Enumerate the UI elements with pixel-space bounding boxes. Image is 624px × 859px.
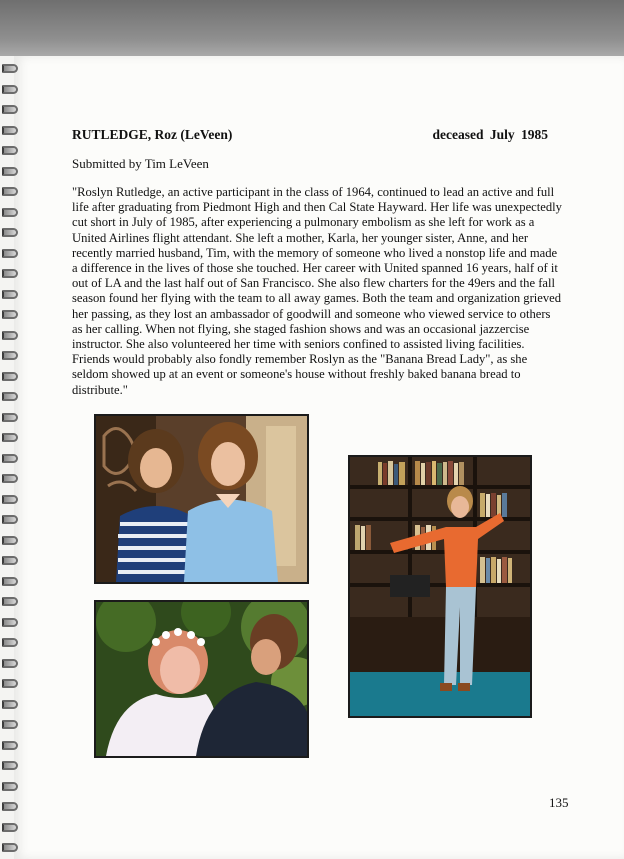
spiral-coil xyxy=(2,290,18,299)
memorial-paragraph-2: Friends would probably also fondly remember Roslyn as the "Banana Bread Lady", as she seldom showed up at an event or someone's house without freshly baked banana bread to distribute." xyxy=(72,352,528,397)
spiral-coil xyxy=(2,64,18,73)
spiral-coil xyxy=(2,105,18,114)
spiral-coil xyxy=(2,433,18,442)
spiral-coil xyxy=(2,495,18,504)
spiral-coil xyxy=(2,167,18,176)
spiral-coil xyxy=(2,761,18,770)
spiral-coil xyxy=(2,228,18,237)
spiral-coil xyxy=(2,454,18,463)
spiral-coil xyxy=(2,187,18,196)
spiral-coil xyxy=(2,618,18,627)
photo-woman-bookshelf xyxy=(348,455,532,718)
spiral-binding xyxy=(0,60,22,859)
spiral-coil xyxy=(2,536,18,545)
spiral-coil xyxy=(2,126,18,135)
spiral-coil xyxy=(2,331,18,340)
spiral-coil xyxy=(2,515,18,524)
spiral-coil xyxy=(2,782,18,791)
spiral-coil xyxy=(2,823,18,832)
spiral-coil xyxy=(2,351,18,360)
spiral-coil xyxy=(2,413,18,422)
spiral-coil xyxy=(2,269,18,278)
spiral-coil xyxy=(2,659,18,668)
scan-background-top xyxy=(0,0,624,56)
spiral-coil xyxy=(2,638,18,647)
submitted-by-line: Submitted by Tim LeVeen xyxy=(72,156,209,171)
spiral-coil xyxy=(2,597,18,606)
spiral-coil xyxy=(2,249,18,258)
spiral-coil xyxy=(2,372,18,381)
spiral-coil xyxy=(2,802,18,811)
spiral-coil xyxy=(2,310,18,319)
photo-wedding-couple xyxy=(94,600,309,758)
spiral-coil xyxy=(2,146,18,155)
memorial-name-heading: RUTLEDGE, Roz (LeVeen) xyxy=(72,127,233,142)
spiral-coil xyxy=(2,679,18,688)
photo-woman-bookshelf-image xyxy=(350,457,530,716)
photo-two-women xyxy=(94,414,309,584)
spiral-coil xyxy=(2,556,18,565)
spiral-coil xyxy=(2,720,18,729)
spiral-coil xyxy=(2,85,18,94)
photo-wedding-couple-image xyxy=(96,602,307,756)
spiral-coil xyxy=(2,474,18,483)
photo-two-women-image xyxy=(96,416,307,582)
deceased-date: deceased July 1985 xyxy=(432,127,548,142)
memorial-paragraph-1: "Roslyn Rutledge, an active participant in the class of 1964, continued to lead an active and full life after graduating from Piedmont High and then Cal State Hayward. Her life was unexpectedly cut short in July of 1985, after experiencing a pulmonary embolism as she left for work as a United Airlines flight attendant. She left a mother, Karla, her younger sister, Anne, and her recently married husband, Tim, with the memory of someone who lived a nonstop life and made a difference in the lives of those she touched. Her career with United spanned 16 years, half of it out of LA and the last half out of San Francisco. She also flew charters for the 49ers and the fall season found her flying with the team to all away games. Both the team and organization grieved her passing, as they lost an ambassador of goodwill and someone who viewed service to others as her calling. When not flying, she staged fashion shows and was an occasional jazzercise instructor. She also volunteered her time with seniors confined to assisted living facilities. xyxy=(72,185,562,352)
spiral-coil xyxy=(2,741,18,750)
spiral-coil xyxy=(2,700,18,709)
spiral-coil xyxy=(2,208,18,217)
spiral-coil xyxy=(2,843,18,852)
spiral-coil xyxy=(2,577,18,586)
spiral-coil xyxy=(2,392,18,401)
memorial-text xyxy=(72,185,562,398)
page-number: 135 xyxy=(549,795,569,810)
